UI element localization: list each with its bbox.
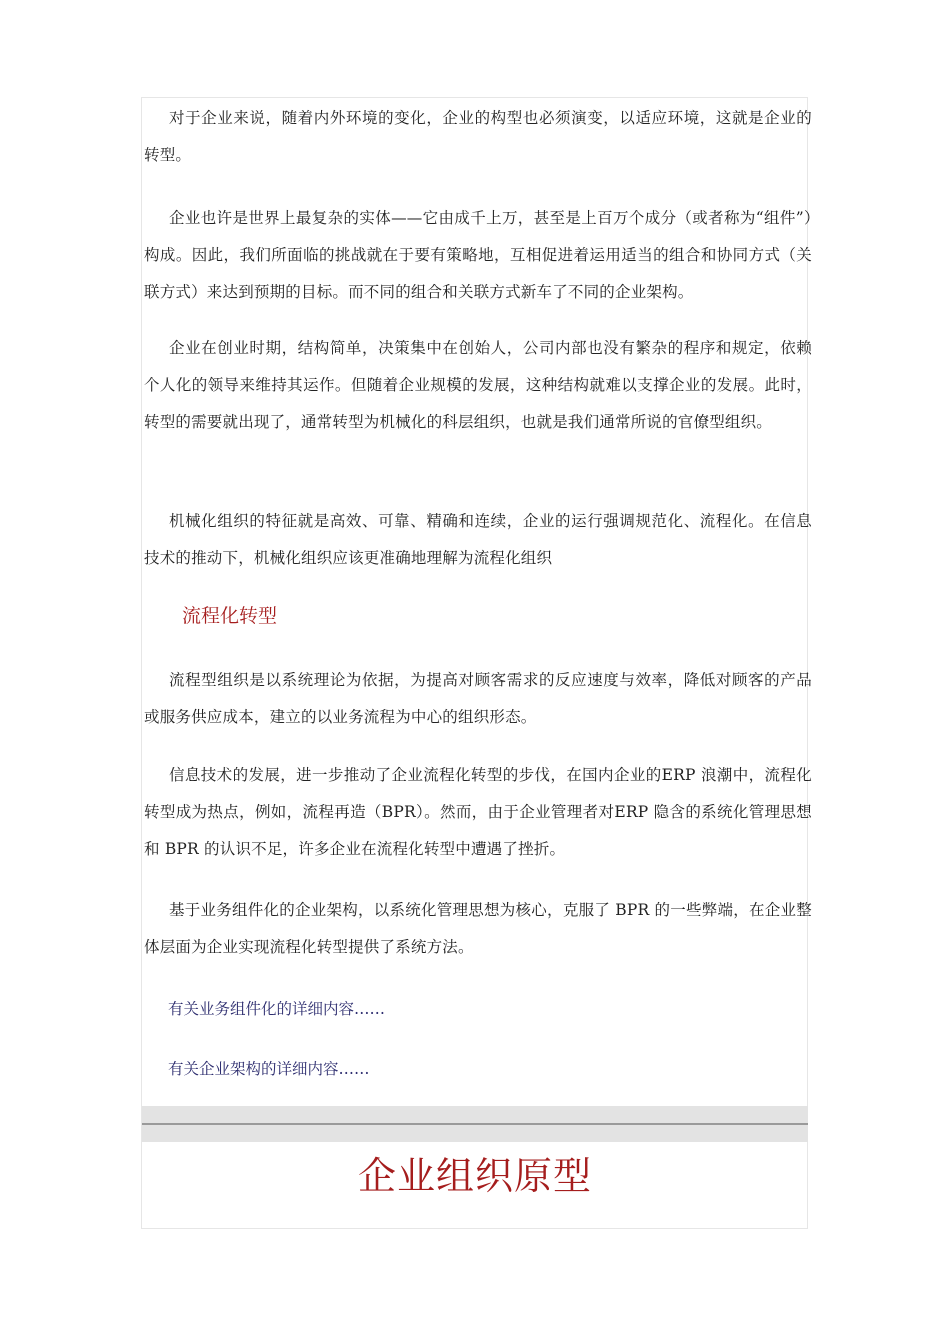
- section-heading: 流程化转型: [182, 605, 278, 627]
- link-enterprise-architecture[interactable]: 有关企业架构的详细内容……: [168, 1060, 370, 1078]
- divider-rule: [142, 1123, 808, 1125]
- paragraph-1: 对于企业来说，随着内外环境的变化，企业的构型也必须演变，以适应环境，这就是企业的转型。: [144, 109, 812, 164]
- next-section-title: 企业组织原型: [357, 1154, 592, 1198]
- paragraph-6: 信息技术的发展，进一步推动了企业流程化转型的步伐，在国内企业的ERP 浪潮中，流程化转型成为热点，例如，流程再造（BPR）。然而，由于企业管理者对ERP 隐含的系统化管理思想和 BPR 的认识不足，许多企业在流程化转型中遭遇了挫折。: [144, 766, 812, 858]
- link-business-componentization[interactable]: 有关业务组件化的详细内容……: [168, 1000, 386, 1018]
- paragraph-5: 流程型组织是以系统理论为依据，为提高对顾客需求的反应速度与效率，降低对顾客的产品或服务供应成本，建立的以业务流程为中心的组织形态。: [144, 671, 812, 726]
- paragraph-3: 企业在创业时期，结构简单，决策集中在创始人，公司内部也没有繁杂的程序和规定，依赖个人化的领导来维持其运作。但随着企业规模的发展，这种结构就难以支撑企业的发展。此时，转型的需要就出现了，通常转型为机械化的科层组织，也就是我们通常所说的官僚型组织。: [144, 339, 812, 431]
- paragraph-4: 机械化组织的特征就是高效、可靠、精确和连续，企业的运行强调规范化、流程化。在信息技术的推动下，机械化组织应该更准确地理解为流程化组织: [144, 512, 812, 567]
- divider-band: [142, 1106, 808, 1142]
- paragraph-7: 基于业务组件化的企业架构，以系统化管理思想为核心，克服了 BPR 的一些弊端，在企业整体层面为企业实现流程化转型提供了系统方法。: [144, 901, 812, 956]
- paragraph-2: 企业也许是世界上最复杂的实体——它由成千上万，甚至是上百万个成分（或者称为“组件”）构成。因此，我们所面临的挑战就在于要有策略地，互相促进着运用适当的组合和协同方式（关联方式）来达到预期的目标。而不同的组合和关联方式新车了不同的企业架构。: [144, 209, 812, 301]
